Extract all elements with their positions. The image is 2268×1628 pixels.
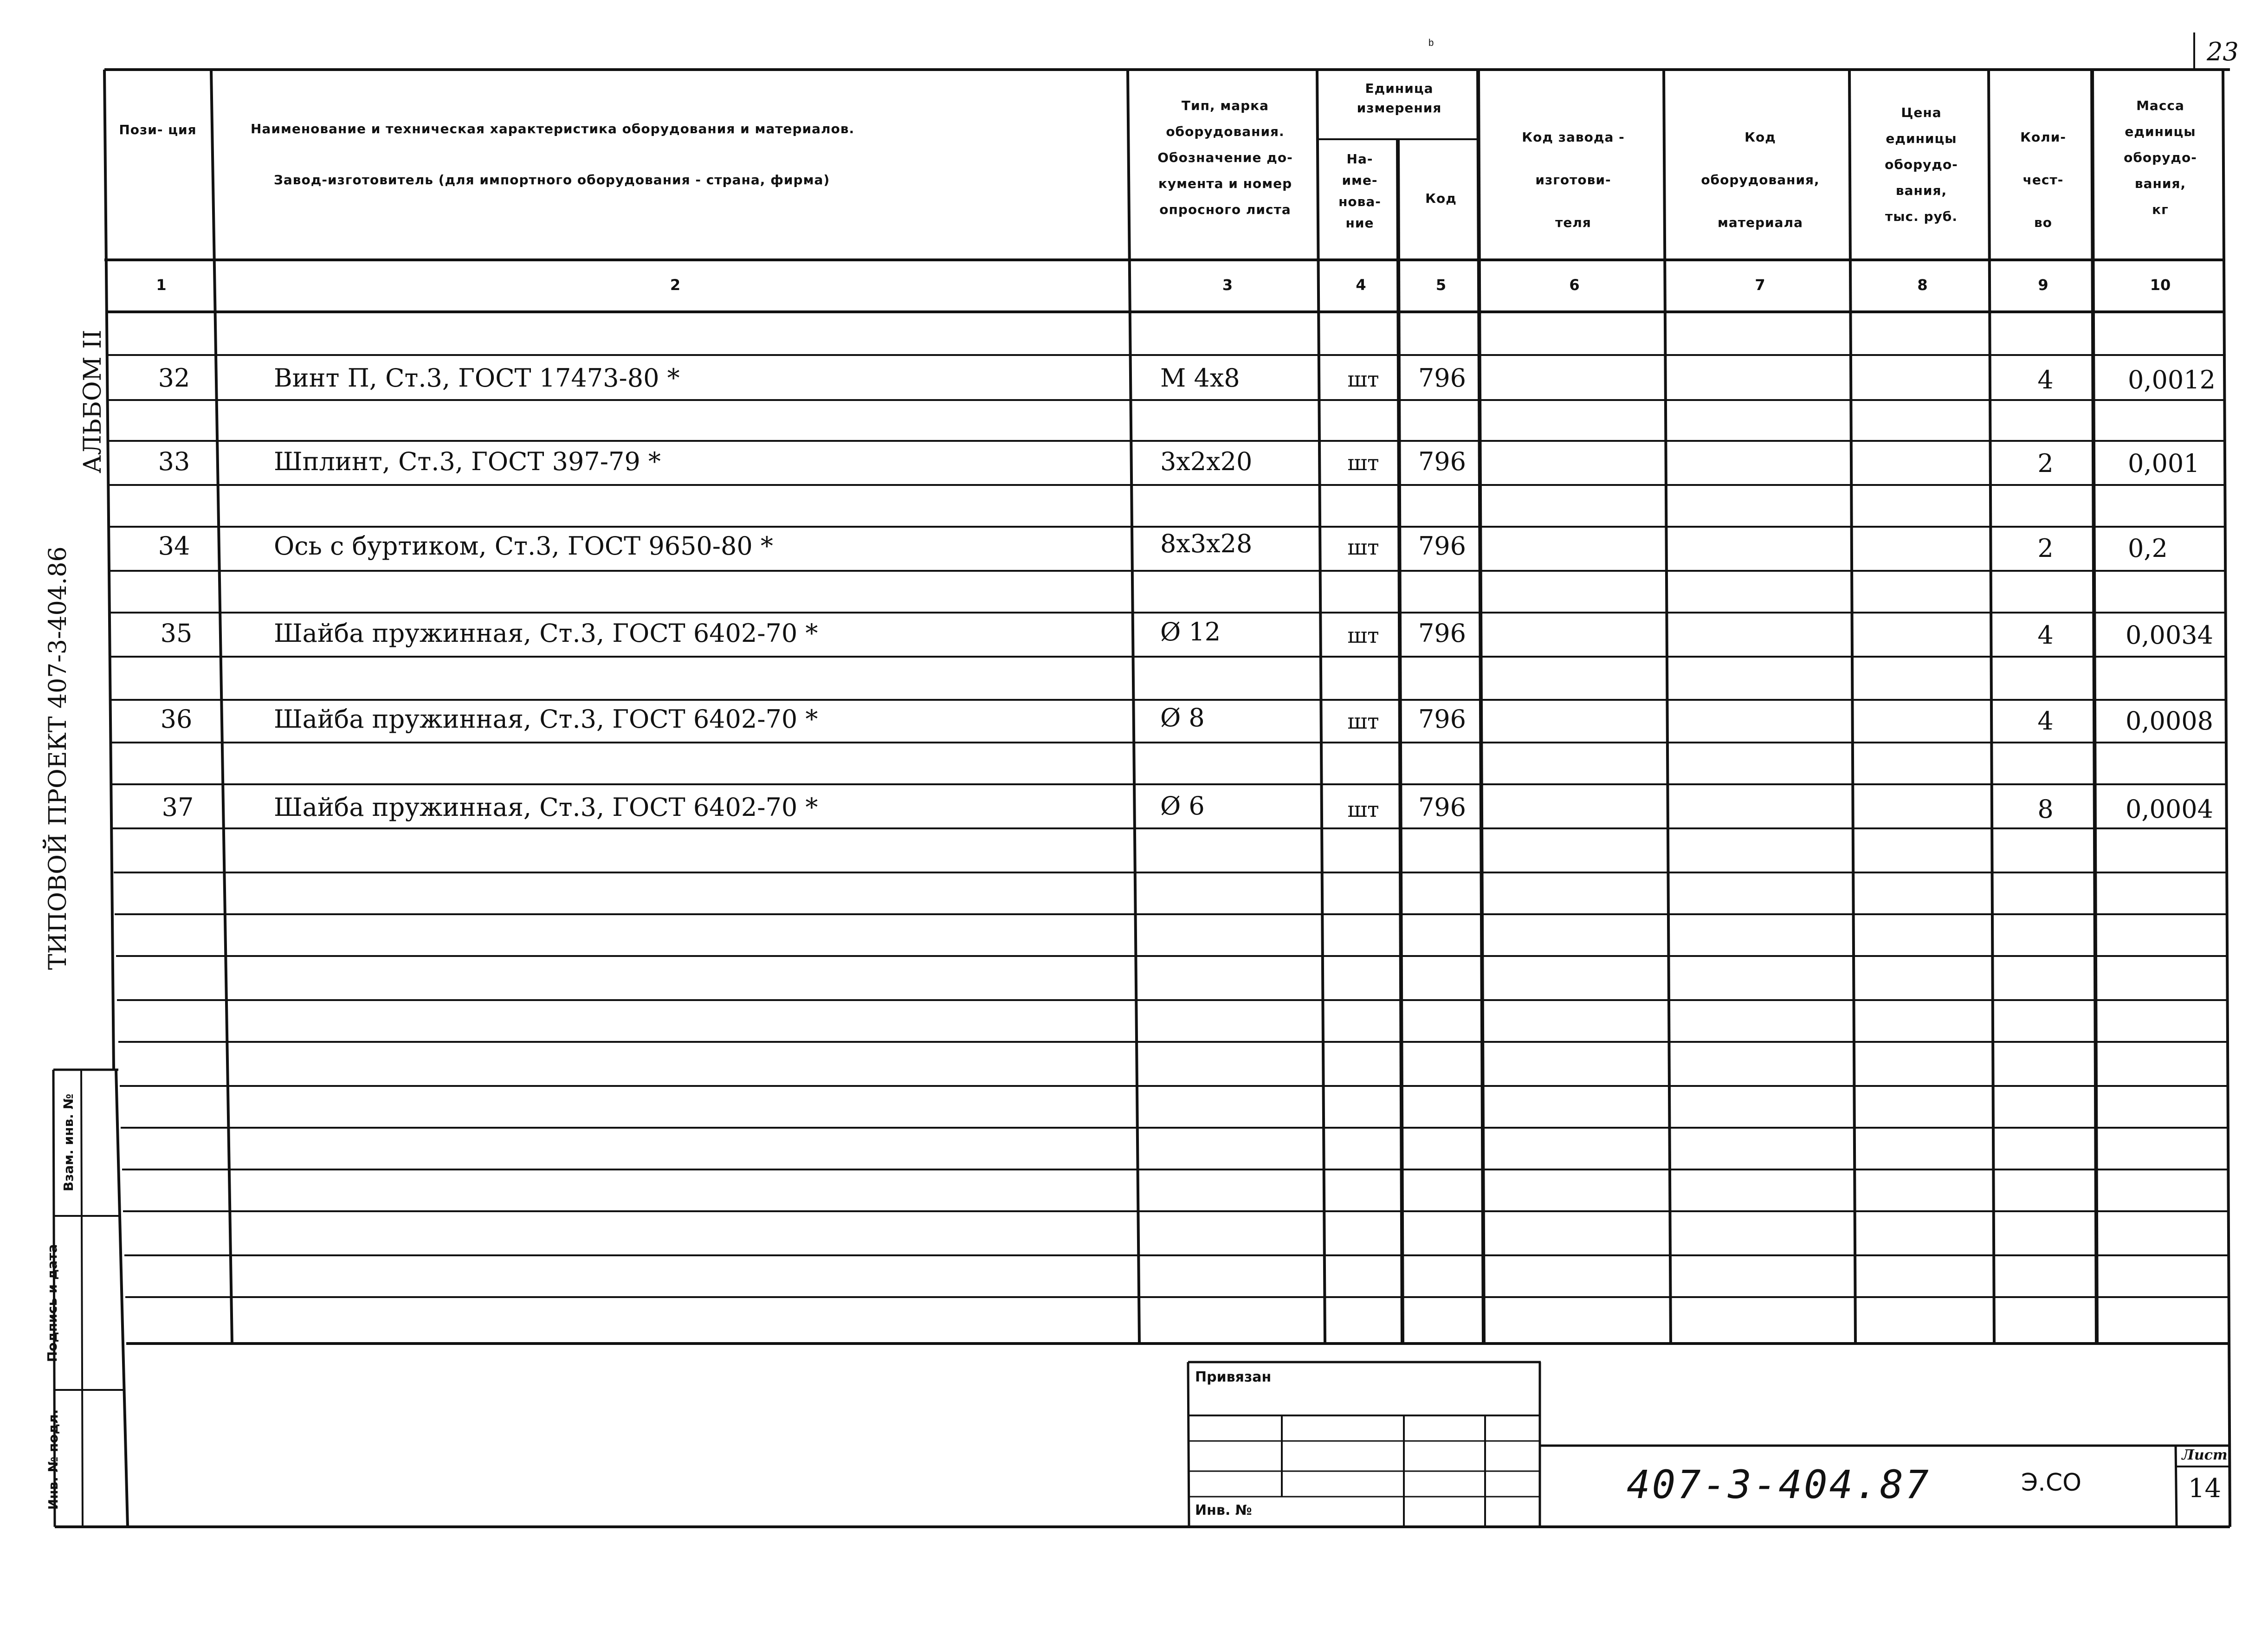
cell-code: 796 xyxy=(1418,619,1467,648)
stamp-section: Э.СО xyxy=(2021,1469,2082,1497)
cell-code: 796 xyxy=(1418,793,1467,822)
cell-unit: шт xyxy=(1347,367,1379,392)
cell-mass: 0,001 xyxy=(2128,449,2200,478)
col-num-2: 2 xyxy=(670,276,681,294)
cell-name: Шайба пружинная, Ст.3, ГОСТ 6402-70 * xyxy=(274,793,818,822)
header-stamp: ᵇ xyxy=(1428,37,1434,52)
cell-mass: 0,2 xyxy=(2128,534,2168,563)
cell-code: 796 xyxy=(1418,363,1467,393)
cell-quantity: 4 xyxy=(2037,620,2054,650)
cell-name: Шплинт, Ст.3, ГОСТ 397-79 * xyxy=(274,447,661,476)
header-name-line1: Наименование и техническая характеристика оборудования и материалов. xyxy=(251,121,855,136)
cell-position: 32 xyxy=(158,363,190,393)
stamp-list-label: Лист xyxy=(2182,1447,2228,1463)
cell-code: 796 xyxy=(1418,447,1467,476)
cell-code: 796 xyxy=(1418,704,1467,734)
cell-type: Ø 12 xyxy=(1160,617,1221,646)
cell-unit: шт xyxy=(1347,535,1379,560)
cell-position: 33 xyxy=(158,447,190,476)
header-unit-name: На- име- нова- ние xyxy=(1338,151,1381,231)
cell-position: 35 xyxy=(160,619,193,648)
cell-unit: шт xyxy=(1347,450,1379,475)
cell-position: 37 xyxy=(162,793,194,822)
cell-quantity: 8 xyxy=(2037,795,2054,824)
side-label-album: АЛЬБОМ II xyxy=(79,329,107,473)
cell-name: Ось с буртиком, Ст.3, ГОСТ 9650-80 * xyxy=(274,531,773,561)
cell-mass: 0,0008 xyxy=(2126,706,2213,736)
col-num-9: 9 xyxy=(2038,276,2048,294)
side-label-inv-podl: Инв. № подл. xyxy=(45,1409,61,1510)
cell-unit: шт xyxy=(1347,709,1379,734)
stamp-inv-no: Инв. № xyxy=(1195,1502,1252,1518)
header-unit-code: Код xyxy=(1425,191,1457,206)
cell-quantity: 2 xyxy=(2037,449,2054,478)
cell-name: Шайба пружинная, Ст.3, ГОСТ 6402-70 * xyxy=(274,619,818,648)
stamp-list-no: 14 xyxy=(2188,1473,2222,1504)
page-mark: 23 xyxy=(2207,37,2239,66)
cell-code: 796 xyxy=(1418,531,1467,561)
header-position: Пози- ция xyxy=(119,122,197,137)
col-num-4: 4 xyxy=(1356,276,1366,294)
stamp-privyazan: Привязан xyxy=(1195,1369,1272,1385)
cell-name: Шайба пружинная, Ст.3, ГОСТ 6402-70 * xyxy=(274,704,818,734)
side-label-vzam: Взам. инв. № xyxy=(61,1093,76,1192)
cell-unit: шт xyxy=(1347,623,1379,648)
cell-quantity: 4 xyxy=(2037,706,2054,736)
header-price: Цена единицы оборудо- вания, тыс. руб. xyxy=(1885,105,1958,224)
cell-unit: шт xyxy=(1347,797,1379,822)
header-quantity: Коли- чест- во xyxy=(2020,129,2066,230)
header-unit-group: Единица измерения xyxy=(1357,81,1442,116)
col-num-5: 5 xyxy=(1435,276,1447,294)
cell-type: Ø 6 xyxy=(1160,791,1205,820)
header-name-line2: Завод-изготовитель (для импортного оборудования - страна, фирма) xyxy=(274,172,830,187)
cell-type: М 4х8 xyxy=(1160,363,1240,393)
header-mass: Масса единицы оборудо- вания, кг xyxy=(2124,98,2197,217)
cell-quantity: 4 xyxy=(2037,365,2054,394)
col-num-3: 3 xyxy=(1222,276,1233,294)
cell-name: Винт П, Ст.3, ГОСТ 17473-80 * xyxy=(274,363,680,393)
col-num-8: 8 xyxy=(1917,276,1928,294)
cell-type: 3х2х20 xyxy=(1160,447,1253,476)
cell-mass: 0,0034 xyxy=(2126,620,2213,650)
side-label-project: ТИПОВОЙ ПРОЕКТ 407-3-404.86 xyxy=(44,546,72,970)
cell-position: 34 xyxy=(158,531,190,561)
header-type: Тип, марка оборудования. Обозначение до- кумента и номер опросного листа xyxy=(1157,98,1293,217)
col-num-6: 6 xyxy=(1569,276,1580,294)
col-num-1: 1 xyxy=(156,276,167,294)
cell-position: 36 xyxy=(160,704,193,734)
cell-quantity: 2 xyxy=(2037,534,2054,563)
stamp-doc-code: 407-3-404.87 xyxy=(1627,1462,1931,1507)
header-equipment-code: Код оборудования, материала xyxy=(1701,129,1820,230)
side-label-podpis: Подпись и дата xyxy=(45,1244,60,1363)
col-num-10: 10 xyxy=(2150,276,2171,294)
cell-type: Ø 8 xyxy=(1160,703,1205,732)
cell-type: 8х3х28 xyxy=(1160,529,1253,558)
header-factory-code: Код завода - изготови- теля xyxy=(1522,129,1625,230)
cell-mass: 0,0012 xyxy=(2128,365,2216,394)
col-num-7: 7 xyxy=(1755,276,1765,294)
cell-mass: 0,0004 xyxy=(2126,795,2213,824)
